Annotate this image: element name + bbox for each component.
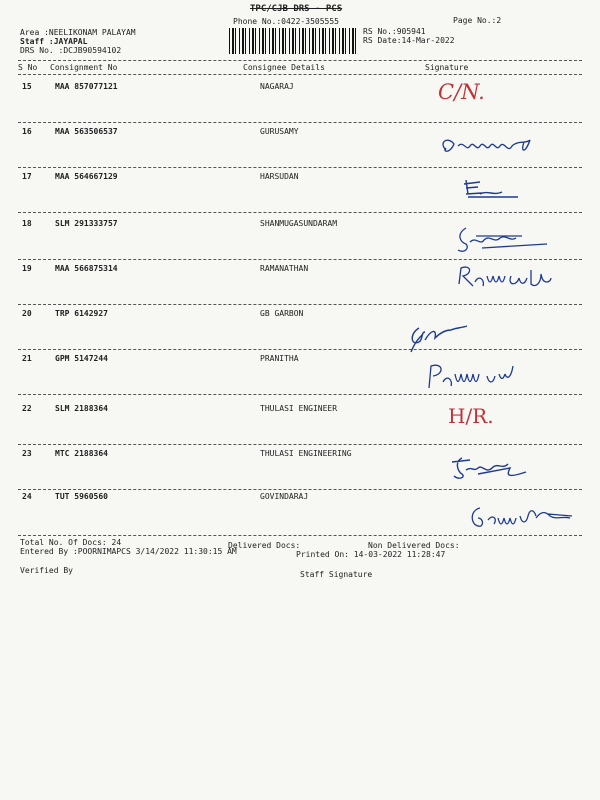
row-consignment-no: MTC 2188364	[55, 449, 108, 458]
row-sno: 24	[22, 492, 32, 501]
total-docs: Total No. Of Docs: 24	[20, 538, 122, 547]
document-title: TPC/CJB DRS - PCS	[250, 4, 343, 14]
row-sno: 22	[22, 404, 32, 413]
row-consignment-no: SLM 291333757	[55, 219, 118, 228]
entered-by: Entered By :POORNIMAPCS 3/14/2022 11:30:15 AM	[20, 547, 237, 556]
signature-15-text: C/N.	[438, 80, 485, 104]
row-divider	[18, 167, 582, 168]
non-delivered-docs: Non Delivered Docs:	[368, 541, 460, 550]
row-consignee: GOVINDARAJ	[260, 492, 309, 501]
phone-number: Phone No.:0422-3505555	[233, 17, 339, 26]
signature-23	[448, 452, 538, 486]
row-divider	[18, 444, 582, 445]
column-signature: Signature	[425, 63, 469, 72]
area-label: Area :NEELIKONAM PALAYAM	[20, 28, 136, 37]
signature-24	[468, 502, 578, 536]
row-sno: 20	[22, 309, 32, 318]
footer-divider	[18, 535, 582, 536]
row-divider	[18, 489, 582, 490]
signature-21	[425, 360, 525, 398]
row-consignment-no: SLM 2188364	[55, 404, 108, 413]
signature-17	[458, 176, 528, 206]
row-consignee: HARSUDAN	[260, 172, 299, 181]
row-sno: 15	[22, 82, 32, 91]
header-divider-bottom	[18, 74, 582, 75]
row-consignee: RAMANATHAN	[260, 264, 309, 273]
signature-19	[455, 262, 555, 296]
row-sno: 23	[22, 449, 32, 458]
row-consignee: GURUSAMY	[260, 127, 299, 136]
drs-number: DRS No. :DCJB90594102	[20, 46, 122, 55]
signature-15	[438, 80, 485, 104]
column-consignee: Consignee Details	[243, 63, 325, 72]
row-sno: 17	[22, 172, 32, 181]
row-consignment-no: MAA 566875314	[55, 264, 118, 273]
row-divider	[18, 349, 582, 350]
signature-22-text: H/R.	[448, 404, 494, 428]
row-divider	[18, 304, 582, 305]
printed-on: Printed On: 14-03-2022 11:28:47	[296, 550, 446, 559]
delivered-docs: Delivered Docs:	[228, 541, 301, 550]
verified-by: Verified By	[20, 566, 73, 575]
signature-18	[452, 222, 552, 260]
rs-date: RS Date:14-Mar-2022	[363, 36, 455, 45]
staff-label: Staff :JAYAPAL	[20, 37, 88, 46]
signature-16	[438, 132, 548, 166]
row-divider	[18, 212, 582, 213]
signature-22	[448, 404, 494, 428]
row-consignment-no: MAA 563506537	[55, 127, 118, 136]
row-consignment-no: GPM 5147244	[55, 354, 108, 363]
row-sno: 21	[22, 354, 32, 363]
column-sno: S No	[18, 63, 38, 72]
page-number: Page No.:2	[453, 16, 502, 25]
row-consignment-no: TRP 6142927	[55, 309, 108, 318]
row-consignee: SHANMUGASUNDARAM	[260, 219, 338, 228]
header-divider-top	[18, 60, 582, 61]
row-sno: 16	[22, 127, 32, 136]
row-divider	[18, 122, 582, 123]
row-consignment-no: MAA 857077121	[55, 82, 118, 91]
row-consignee: THULASI ENGINEER	[260, 404, 338, 413]
row-consignee: GB GARBON	[260, 309, 304, 318]
row-sno: 19	[22, 264, 32, 273]
row-consignee: PRANITHA	[260, 354, 299, 363]
row-consignee: NAGARAJ	[260, 82, 294, 91]
row-consignment-no: MAA 564667129	[55, 172, 118, 181]
row-consignment-no: TUT 5960560	[55, 492, 108, 501]
row-sno: 18	[22, 219, 32, 228]
barcode	[229, 28, 357, 54]
staff-signature: Staff Signature	[300, 570, 373, 579]
rs-number: RS No.:905941	[363, 27, 426, 36]
column-consignment: Consignment No	[50, 63, 118, 72]
signature-20	[405, 318, 475, 360]
row-consignee: THULASI ENGINEERING	[260, 449, 352, 458]
